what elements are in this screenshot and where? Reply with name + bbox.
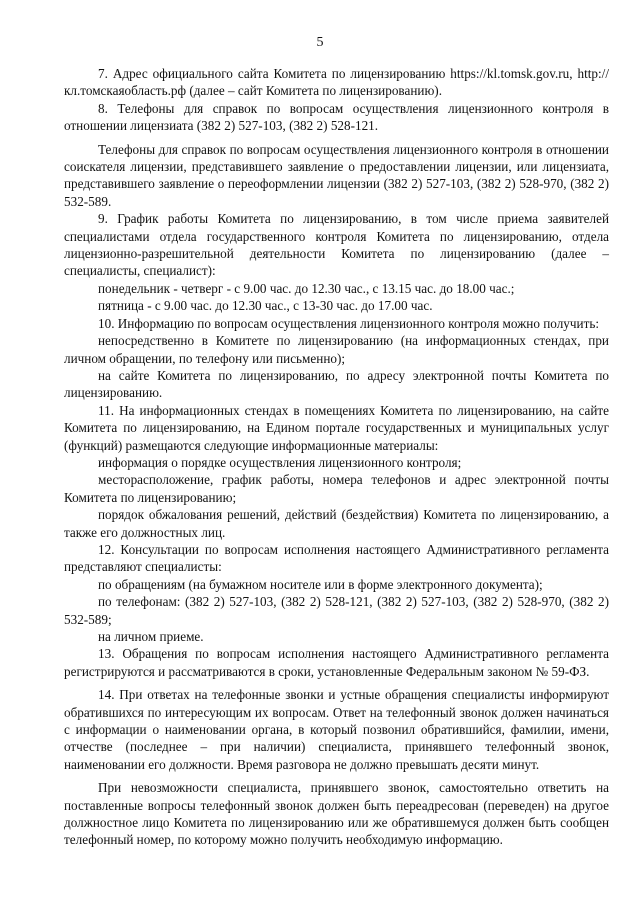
paragraph-11-stands: 11. На информационных стендах в помещениях Комитета по лицензированию, на сайте Комитета по лицензированию, на Едином портале государственных и муниципальных услуг (функций) размещаются следующие информационные материалы:	[64, 402, 609, 453]
paragraph-9-schedule: 9. График работы Комитета по лицензированию, в том числе приема заявителей специалистами отдела государственного контроля Комитета по лицензированию, отдела лицензионно-разрешительной деятельности Комитета по лицензированию (далее – специалисты, специалист):	[64, 211, 609, 279]
schedule-mon-thu: понедельник - четверг - с 9.00 час. до 12.30 час., с 13.15 час. до 18.00 час.;	[98, 280, 515, 296]
stand-item-procedure: информация о порядке осуществления лицензионного контроля;	[98, 454, 462, 470]
paragraph-8-phones-licensee: 8. Телефоны для справок по вопросам осуществления лицензионного контроля в отношении лицензиата (382 2) 527-103, (382 2) 528-121.	[64, 100, 609, 134]
document-body	[64, 65, 609, 849]
stand-item-appeal: порядок обжалования решений, действий (бездействия) Комитета по лицензированию, а также его должностных лиц.	[64, 507, 609, 540]
paragraph-10-info: 10. Информацию по вопросам осуществления лицензионного контроля можно получить:	[98, 315, 600, 331]
consult-in-person: на личном приеме.	[98, 629, 204, 644]
schedule-friday: пятница - с 9.00 час. до 12.30 час., с 13-30 час. до 17.00 час.	[98, 298, 433, 314]
paragraph-phones-applicant: Телефоны для справок по вопросам осуществления лицензионного контроля в отношении соискателя лицензии, представившего заявление о предоставлении лицензии, или лицензиата, представившего заявление о переоформлении лицензии (382 2) 527-103, (382 2) 528-970, (382 2) 532-589.	[64, 141, 609, 209]
paragraph-7-website: 7. Адрес официального сайта Комитета по лицензированию https://kl.tomsk.gov.ru, http://кл.томскаяобласть.рф (далее – сайт Комитета по лицензированию).	[64, 66, 609, 99]
paragraph-redirect: При невозможности специалиста, принявшего звонок, самостоятельно ответить на поставленные вопросы телефонный звонок должен быть переадресован (переведен) на другое должностное лицо Комитета по лицензированию или же обратившемуся должен быть сообщен телефонный номер, по которому можно получить необходимую информацию.	[64, 780, 609, 848]
info-on-site: на сайте Комитета по лицензированию, по адресу электронной почты Комитета по лицензированию.	[64, 367, 609, 401]
info-in-committee: непосредственно в Комитете по лицензированию (на информационных стендах, при личном обращении, по телефону или письменно);	[64, 333, 609, 366]
paragraph-13-appeals: 13. Обращения по вопросам исполнения настоящего Административного регламента регистрируются и рассматриваются в сроки, установленные Федеральным законом № 59-ФЗ.	[64, 646, 609, 679]
stand-item-location: месторасположение, график работы, номера телефонов и адрес электронной почты Комитета по лицензированию;	[64, 472, 609, 505]
consult-phone: по телефонам: (382 2) 527-103, (382 2) 528-121, (382 2) 527-103, (382 2) 528-970, (382 2) 532-589;	[64, 594, 609, 627]
page-number: 5	[316, 35, 324, 50]
paragraph-12-consultations: 12. Консультации по вопросам исполнения настоящего Административного регламента представляют специалисты:	[64, 541, 609, 575]
consult-written: по обращениям (на бумажном носителе или в форме электронного документа);	[98, 576, 543, 592]
paragraph-14-phone-answers: 14. При ответах на телефонные звонки и устные обращения специалисты информируют обратившихся по интересующим их вопросам. Ответ на телефонный звонок должен начинаться с информации о наименовании органа, в который позвонил обратившийся, фамилии, имени, отчестве (последнее – при наличии) специалиста, принявшего телефонный звонок, наименовании его должности. Время разговора не должно превышать десяти минут.	[64, 687, 609, 772]
